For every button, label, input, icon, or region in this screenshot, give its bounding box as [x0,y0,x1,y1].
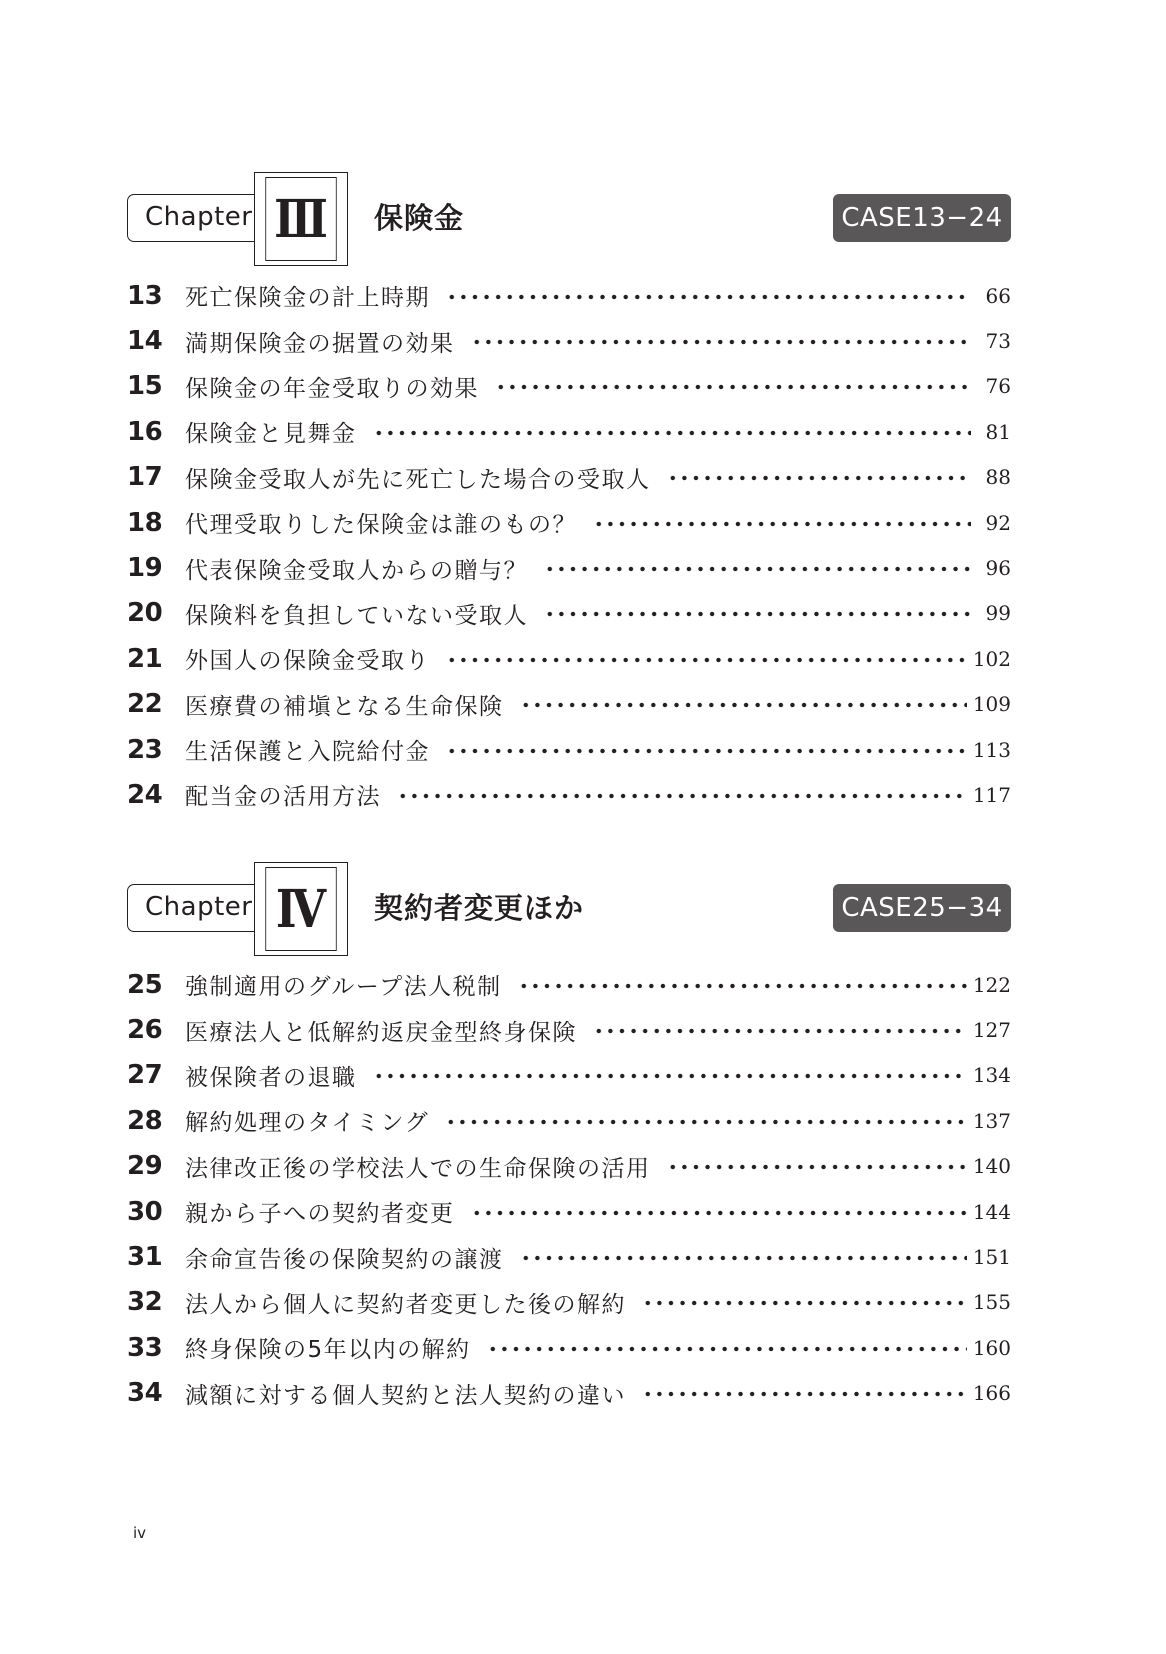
dot-leader [446,657,967,663]
toc-entry-title: 解約処理のタイミング [185,1110,430,1137]
toc-entry-number: 22 [127,689,163,720]
toc-entry-number: 18 [127,507,163,538]
toc-entry[interactable] [127,500,1011,545]
chapter-numeral: Ⅲ [265,177,336,261]
chapter-label: Chapter [127,194,261,242]
dot-leader [487,1346,967,1352]
toc-entry-number: 13 [127,280,163,311]
toc-entry-number: 31 [127,1242,163,1273]
toc-entry-title: 被保険者の退職 [185,1064,357,1091]
dot-leader [446,748,967,754]
toc-entry[interactable] [127,1280,1011,1325]
dot-leader [667,1164,967,1170]
toc-entry[interactable] [127,1325,1011,1370]
case-range-badge: CASE13−24 [833,194,1011,242]
toc-entry-page: 109 [972,692,1011,717]
chapter-title: 保険金 [374,201,465,235]
toc-entry[interactable] [127,1053,1011,1098]
toc-entry[interactable] [127,962,1011,1007]
toc-entry-page: 66 [985,283,1011,308]
toc-entry[interactable] [127,318,1011,363]
toc-entry-page: 113 [972,737,1011,762]
toc-entry[interactable] [127,1144,1011,1189]
toc-entry-number: 25 [127,969,163,1000]
toc-entry-title: 保険料を負担していない受取人 [185,602,528,629]
page-number: iv [133,1524,147,1542]
dot-leader [397,793,967,799]
toc-entry-number: 32 [127,1287,163,1318]
toc-entry-number: 30 [127,1196,163,1227]
chapter-numeral-box [254,862,348,956]
toc-entry-page: 137 [972,1108,1011,1133]
toc-entry[interactable] [127,455,1011,500]
dot-leader [373,1073,967,1079]
toc-entry-title: 死亡保険金の計上時期 [185,285,430,312]
toc-entry[interactable] [127,772,1011,817]
toc-entry-title: 法律改正後の学校法人での生命保険の活用 [185,1155,651,1182]
toc-entry-number: 14 [127,326,163,357]
toc-entry-title: 外国人の保険金受取り [185,648,430,675]
dot-leader [520,702,967,708]
toc-entry-title: 保険金と見舞金 [185,421,357,448]
toc-entry-page: 117 [972,782,1011,807]
toc-entry-number: 21 [127,643,163,674]
toc-entry-title: 配当金の活用方法 [185,784,381,811]
toc-entry-page: 144 [972,1199,1011,1224]
toc-entry[interactable] [127,682,1011,727]
dot-leader [373,430,972,436]
toc-entry[interactable] [127,1234,1011,1279]
toc-entry-number: 26 [127,1015,163,1046]
toc-entry-number: 33 [127,1332,163,1363]
chapter-header-3 [127,172,1011,272]
dot-leader [471,339,972,345]
toc-entry-title: 保険金受取人が先に死亡した場合の受取人 [185,466,651,493]
toc-entry-number: 16 [127,416,163,447]
toc-entry-number: 29 [127,1151,163,1182]
case-range-badge: CASE25−34 [833,884,1011,932]
toc-entry-page: 96 [985,556,1011,581]
toc-entry-page: 99 [985,601,1011,626]
dot-leader [520,1255,967,1261]
chapter-title: 契約者変更ほか [374,891,585,925]
toc-entry[interactable] [127,1371,1011,1416]
chapter-numeral-box [254,172,348,266]
toc-entry-number: 15 [127,371,163,402]
toc-entry-page: 151 [972,1245,1011,1270]
toc-entry-number: 17 [127,462,163,493]
dot-leader [593,1028,967,1034]
toc-entry-page: 127 [972,1018,1011,1043]
toc-entry-page: 134 [972,1063,1011,1088]
dot-leader [642,1391,967,1397]
dot-leader [446,294,971,300]
dot-leader [495,384,971,390]
toc-entry[interactable] [127,1189,1011,1234]
toc-entry-number: 19 [127,553,163,584]
toc-entry-number: 27 [127,1060,163,1091]
toc-entry-number: 20 [127,598,163,629]
toc-entry-title: 代理受取りした保険金は誰のもの？ [185,512,577,539]
toc-entry-page: 102 [972,646,1011,671]
toc-entry-title: 法人から個人に契約者変更した後の解約 [185,1291,626,1318]
dot-leader [471,1210,967,1216]
toc-entry-title: 生活保護と入院給付金 [185,739,430,766]
toc-entry-title: 終身保険の5年以内の解約 [185,1337,471,1364]
chapter-numeral: Ⅳ [265,867,336,951]
toc-entry-title: 親から子への契約者変更 [185,1201,455,1228]
dot-leader [445,1119,967,1125]
dot-leader [544,566,971,572]
toc-entry[interactable] [127,1007,1011,1052]
toc-entry-page: 155 [972,1290,1011,1315]
toc-entry-title: 満期保険金の据置の効果 [185,330,455,357]
toc-entry[interactable] [127,545,1011,590]
toc-entry-page: 166 [972,1381,1011,1406]
toc-entry-title: 余命宣告後の保険契約の譲渡 [185,1246,504,1273]
chapter-label: Chapter [127,884,261,932]
toc-entry-page: 160 [972,1335,1011,1360]
toc-entry-title: 医療法人と低解約返戻金型終身保険 [185,1019,577,1046]
toc-entry[interactable] [127,273,1011,318]
chapter-header-4 [127,862,1011,962]
toc-entry-title: 保険金の年金受取りの効果 [185,375,479,402]
toc-entry-number: 24 [127,779,163,810]
toc-entry-title: 減額に対する個人契約と法人契約の違い [185,1382,626,1409]
toc-entry-title: 医療費の補塡となる生命保険 [185,693,504,720]
dot-leader [544,611,971,617]
toc-entry-number: 23 [127,734,163,765]
toc-entry[interactable] [127,727,1011,772]
dot-leader [518,983,967,989]
toc-entry[interactable] [127,409,1011,454]
toc-entry-page: 76 [985,374,1011,399]
toc-entry-page: 92 [985,510,1011,535]
toc-list-chapter-4 [127,962,1011,1416]
toc-entry[interactable] [127,1098,1011,1143]
toc-entry-page: 88 [985,465,1011,490]
toc-entry-page: 81 [985,419,1011,444]
toc-entry-page: 140 [972,1154,1011,1179]
toc-entry-page: 73 [985,329,1011,354]
dot-leader [593,521,971,527]
toc-entry[interactable] [127,591,1011,636]
toc-entry-title: 強制適用のグループ法人税制 [185,974,502,1001]
toc-entry[interactable] [127,364,1011,409]
dot-leader [642,1300,967,1306]
toc-list-chapter-3 [127,273,1011,818]
toc-entry-page: 122 [972,972,1011,997]
dot-leader [667,475,972,481]
toc-entry-number: 28 [127,1105,163,1136]
toc-entry-title: 代表保険金受取人からの贈与？ [185,557,528,584]
toc-entry[interactable] [127,636,1011,681]
toc-entry-number: 34 [127,1378,163,1409]
